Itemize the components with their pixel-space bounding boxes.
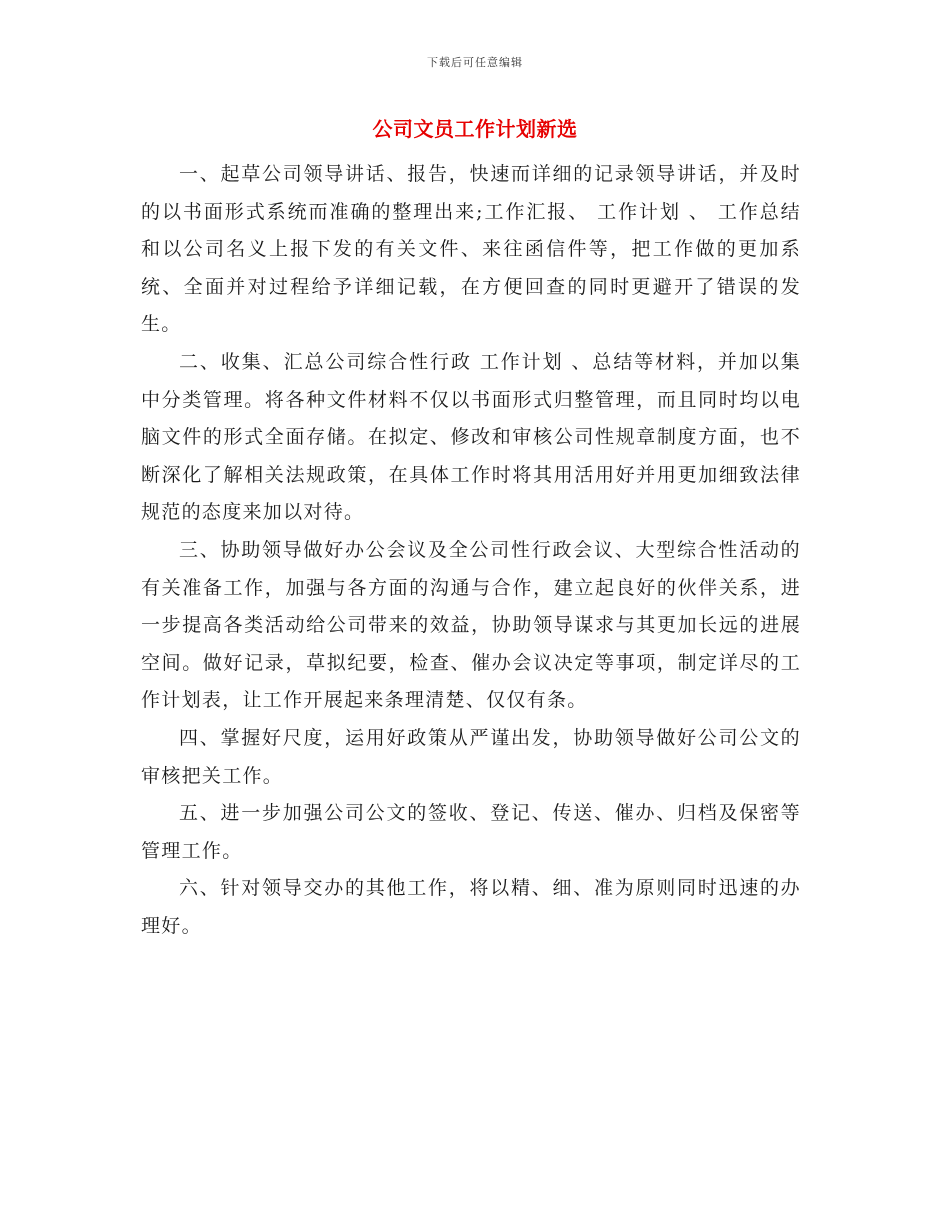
paragraph-1: 一、起草公司领导讲话、报告，快速而详细的记录领导讲话，并及时的以书面形式系统而准确的整理出来;工作汇报、 工作计划 、 工作总结 和以公司名义上报下发的有关文件、来往函信件等，把工作做的更加系统、全面并对过程给予详细记载，在方便回查的同时更避开了错误的发生。 — [141, 163, 801, 336]
paragraph-5: 五、进一步加强公司公文的签收、登记、传送、催办、归档及保密等管理工作。 — [141, 802, 801, 862]
document-body — [141, 156, 801, 945]
paragraph-6: 六、针对领导交办的其他工作，将以精、细、准为原则同时迅速的办理好。 — [141, 877, 801, 937]
paragraph-2: 二、收集、汇总公司综合性行政 工作计划 、总结等材料，并加以集中分类管理。将各种文件材料不仅以书面形式归整管理，而且同时均以电脑文件的形式全面存储。在拟定、修改和审核公司性规章制度方面，也不断深化了解相关法规政策，在具体工作时将其用活用好并用更加细致法律规范的态度来加以对待。 — [141, 350, 801, 524]
document-title: 公司文员工作计划新选 — [372, 117, 578, 141]
paragraph-3: 三、协助领导做好办公会议及全公司性行政会议、大型综合性活动的有关准备工作，加强与各方面的沟通与合作，建立起良好的伙伴关系，进一步提高各类活动给公司带来的效益，协助领导谋求与其更加长远的进展空间。做好记录，草拟纪要，检查、催办会议决定等事项，制定详尽的工作计划表，让工作开展起来条理清楚、仅仅有条。 — [141, 538, 801, 712]
paragraph-4: 四、掌握好尺度，运用好政策从严谨出发，协助领导做好公司公文的审核把关工作。 — [141, 726, 801, 787]
header-note: 下载后可任意编辑 — [427, 56, 523, 69]
